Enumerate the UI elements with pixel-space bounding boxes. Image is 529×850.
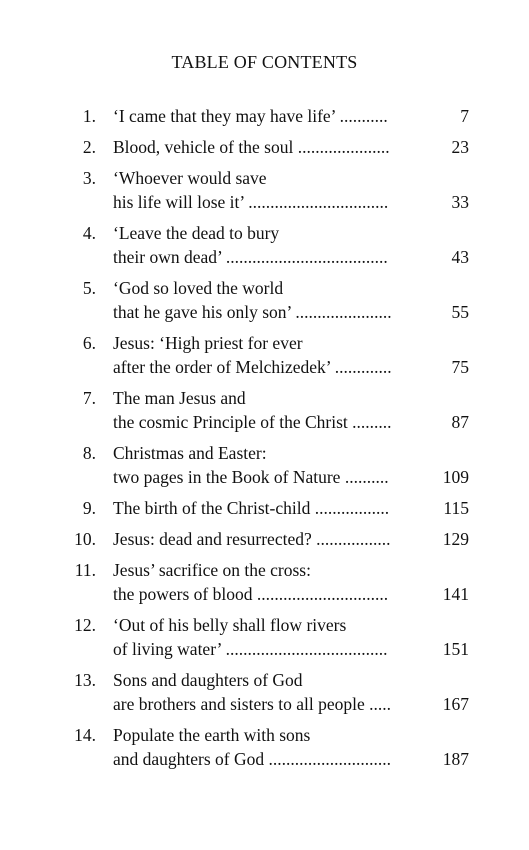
toc-entry-12 [0,613,529,661]
entry-number: 12. [74,615,96,635]
toc-entry-6 [0,331,529,379]
entry-number: 1. [82,106,96,126]
entry-title: ‘I came that they may have life’ ........... [113,106,388,126]
entry-page-number: 129 [442,529,469,549]
entry-page-number: 23 [451,137,469,157]
entry-title: Christmas and Easter: [113,443,267,463]
entry-number: 2. [82,137,96,157]
entry-number: 8. [82,443,96,463]
entry-number: 7. [82,388,96,408]
entry-title-continued: two pages in the Book of Nature .......... [113,467,389,487]
entry-page-number: 7 [460,106,469,126]
entry-title-continued: his life will lose it’ ................................ [113,192,389,212]
entry-title: The birth of the Christ-child ................. [113,498,390,518]
entry-number: 11. [74,560,96,580]
entry-page-number: 187 [442,749,469,769]
toc-entry-5 [0,276,529,324]
toc-entry-7 [0,386,529,434]
entry-number: 14. [74,725,96,745]
entry-number: 9. [82,498,96,518]
entry-page-number: 75 [451,357,469,377]
entry-page-number: 115 [443,498,469,518]
entry-title-continued: and daughters of God ............................ [113,749,392,769]
entry-title: ‘God so loved the world [113,278,284,298]
entry-page-number: 151 [442,639,469,659]
entry-title-continued: after the order of Melchizedek’ ............. [113,357,392,377]
entry-page-number: 33 [451,192,469,212]
entry-number: 6. [82,333,96,353]
entry-title-continued: the cosmic Principle of the Christ ......... [113,412,392,432]
toc-entry-1 [0,104,529,128]
entry-page-number: 55 [451,302,469,322]
entry-number: 10. [74,529,96,549]
entry-title: The man Jesus and [113,388,246,408]
toc-entry-11 [0,558,529,606]
toc-entry-4 [0,221,529,269]
entry-page-number: 167 [442,694,469,714]
toc-entry-9 [0,496,529,520]
entry-page-number: 141 [442,584,469,604]
toc-entry-2 [0,135,529,159]
entry-title-continued: are brothers and sisters to all people ..... [113,694,391,714]
entry-page-number: 43 [451,247,469,267]
entry-title: Sons and daughters of God [113,670,303,690]
entry-number: 13. [74,670,96,690]
toc-entry-13 [0,668,529,716]
entry-title: Jesus’ sacrifice on the cross: [113,560,311,580]
entry-number: 5. [82,278,96,298]
toc-entry-14 [0,723,529,771]
entry-title: Jesus: ‘High priest for ever [113,333,303,353]
entry-title: ‘Leave the dead to bury [113,223,280,243]
entry-title-continued: the powers of blood .............................. [113,584,389,604]
entry-number: 4. [82,223,96,243]
page-title: TABLE OF CONTENTS [171,52,358,72]
table-of-contents [0,104,529,778]
entry-title-continued: that he gave his only son’ ...................... [113,302,392,322]
entry-title: Jesus: dead and resurrected? ................. [113,529,391,549]
entry-title-continued: their own dead’ ..................................... [113,247,388,267]
entry-title: Blood, vehicle of the soul ..................... [113,137,390,157]
entry-title: Populate the earth with sons [113,725,311,745]
entry-number: 3. [82,168,96,188]
entry-title-continued: of living water’ ..................................... [113,639,388,659]
entry-title: ‘Out of his belly shall flow rivers [113,615,347,635]
toc-entry-10 [0,527,529,551]
entry-page-number: 87 [451,412,469,432]
entry-title: ‘Whoever would save [113,168,267,188]
entry-page-number: 109 [442,467,469,487]
toc-entry-3 [0,166,529,214]
toc-entry-8 [0,441,529,489]
